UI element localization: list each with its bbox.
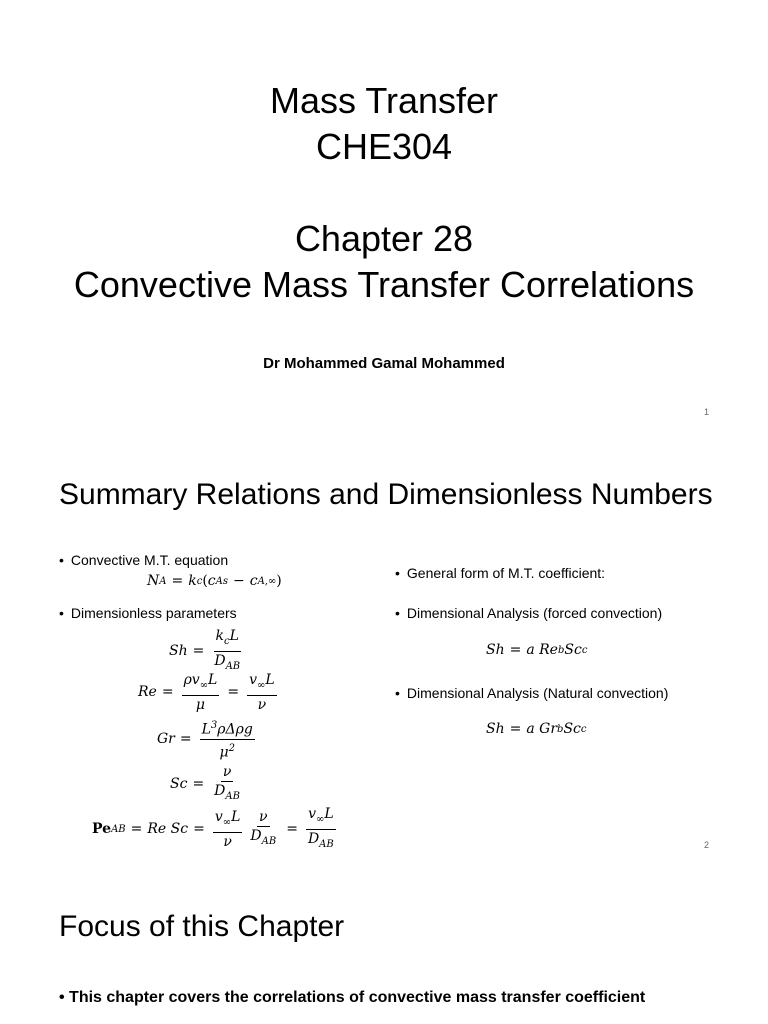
general-form-label: • General form of M.T. coefficient:: [395, 565, 605, 581]
bullet-dimensionless-parameters: • Dimensionless parameters: [59, 605, 237, 621]
grashof-equation: Gr = $\frac{L^3\rho\Delta\rho g}{\mu^2}$: [157, 720, 253, 761]
schmidt-equation: Sc = $\frac{\nu}{D_{AB}}$: [170, 764, 240, 802]
bullet-natural-convection: • Dimensional Analysis (Natural convection): [395, 685, 668, 701]
bullet-forced-convection: • Dimensional Analysis (forced convection): [395, 605, 662, 621]
slide-title: Focus of this Chapter: [59, 910, 345, 943]
page-number: 2: [704, 840, 710, 850]
author-name: Dr Mohammed Gamal Mohammed: [263, 355, 505, 372]
bullet-dot: •: [59, 989, 70, 1006]
slide-title: Summary Relations and Dimensionless Numbers: [59, 478, 713, 511]
course-title: Mass Transfer: [269, 80, 499, 121]
bullet-convective-equation: • Convective M.T. equation: [59, 552, 228, 568]
page-number: 1: [704, 407, 710, 417]
course-code: CHE304: [315, 126, 453, 167]
bullet-chapter-focus: • This chapter covers the correlations of convective mass transfer coefficient: [59, 989, 646, 1006]
convective-equation: N A = k c ( c As − c A,∞ ): [147, 573, 282, 589]
natural-convection-equation: Sh = a Gr b Sc c: [486, 721, 587, 737]
reynolds-equation: Re = $\frac{\rho v_\infty L}{\mu}$ = $\frac{v_\infty L}{\nu}$: [138, 672, 275, 713]
peclet-equation: Pe AB = Re Sc = $\frac{v_\infty L}{\nu}$ $\frac{\nu}{D_{AB}}$ = $\frac{v_\infty L}{D_{AB}}$: [92, 806, 334, 850]
sherwood-equation: Sh = $\frac{k_cL}{D_{AB}}$: [169, 628, 241, 672]
forced-convection-equation: Sh = a Re b Sc c: [486, 642, 588, 658]
chapter-number: Chapter 28: [294, 218, 474, 259]
chapter-title: Convective Mass Transfer Correlations: [73, 264, 695, 305]
